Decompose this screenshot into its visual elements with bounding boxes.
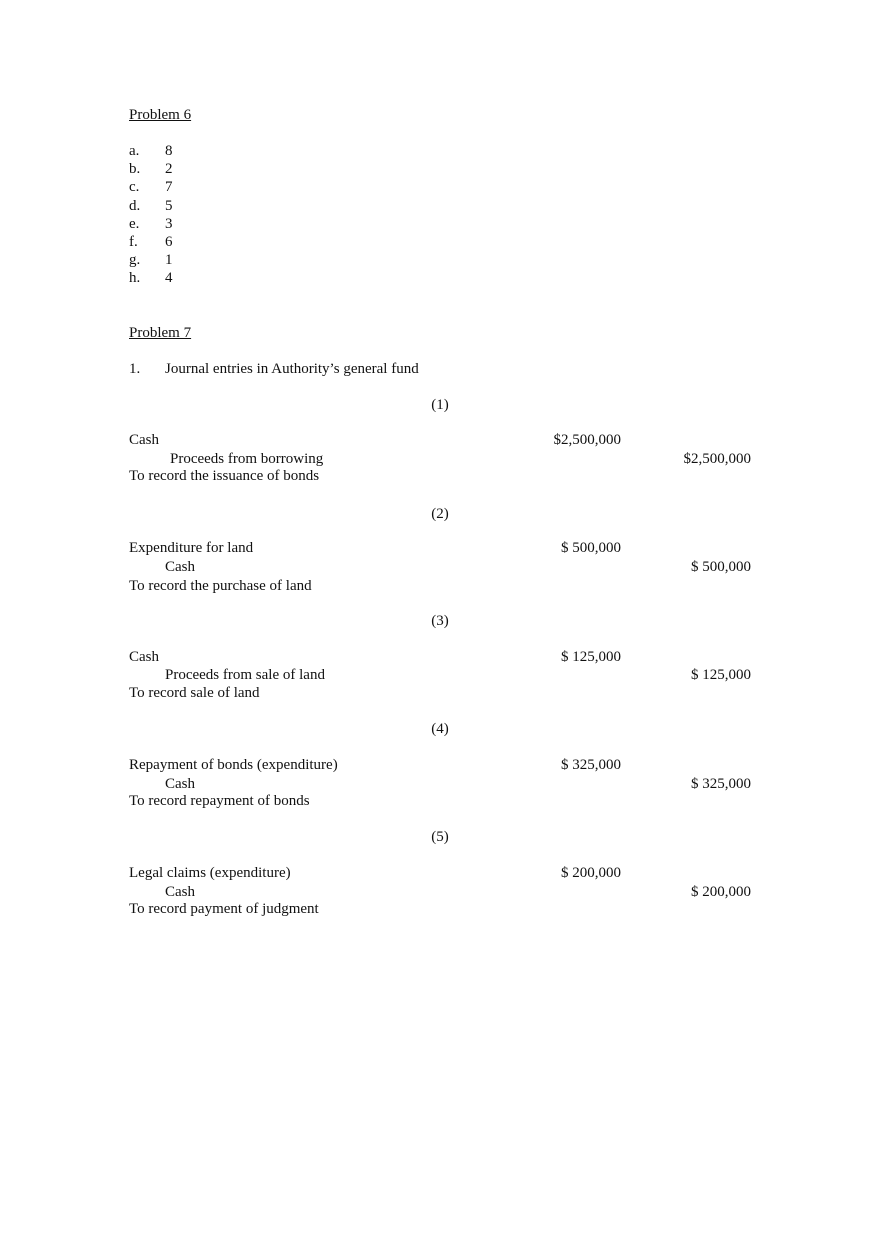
- answer-letter: g.: [129, 252, 141, 269]
- answer-value: 2: [165, 161, 173, 178]
- answer-value: 1: [165, 252, 173, 269]
- answer-letter: h.: [129, 270, 141, 287]
- debit-amount: $ 125,000: [561, 649, 621, 665]
- answer-value: 6: [165, 233, 173, 250]
- debit-account: Expenditure for land: [129, 540, 254, 556]
- entry-number: (2): [431, 506, 449, 522]
- answer-letter: a.: [129, 143, 140, 159]
- debit-amount: $ 325,000: [561, 757, 621, 773]
- credit-amount: $ 325,000: [691, 776, 751, 792]
- answer-row: [129, 251, 329, 269]
- answer-value: 3: [165, 215, 173, 232]
- credit-account: Cash: [165, 559, 195, 575]
- credit-account: Cash: [165, 776, 195, 792]
- entry-memo: To record the issuance of bonds: [129, 468, 320, 484]
- problem-6-answer-list: [129, 142, 329, 288]
- answer-row: [129, 269, 329, 287]
- answer-value: 8: [165, 143, 173, 159]
- answer-letter: e.: [129, 215, 140, 232]
- debit-amount: $2,500,000: [553, 432, 621, 448]
- entry-number: (5): [431, 829, 449, 845]
- credit-amount: $ 200,000: [691, 884, 751, 900]
- entry-number: (4): [431, 721, 449, 737]
- debit-account: Legal claims (expenditure): [129, 865, 291, 881]
- item-text: Journal entries in Authority’s general fund: [165, 361, 419, 377]
- debit-account: Cash: [129, 649, 159, 665]
- entry-memo: To record repayment of bonds: [129, 793, 310, 809]
- debit-amount: $ 500,000: [561, 540, 621, 556]
- entry-memo: To record the purchase of land: [129, 578, 312, 594]
- debit-amount: $ 200,000: [561, 865, 621, 881]
- debit-account: Repayment of bonds (expenditure): [129, 757, 338, 773]
- answer-row: [129, 160, 329, 178]
- answer-value: 7: [165, 179, 173, 196]
- answer-value: 5: [165, 197, 173, 214]
- answer-letter: d.: [129, 197, 141, 214]
- credit-account: Proceeds from borrowing: [170, 451, 324, 467]
- answer-row: [129, 142, 329, 160]
- credit-account: Cash: [165, 884, 195, 900]
- entry-number: (3): [431, 613, 449, 629]
- problem-6-heading: Problem 6: [129, 107, 192, 123]
- entry-memo: To record payment of judgment: [129, 901, 319, 917]
- answer-row: [129, 215, 329, 233]
- answer-letter: f.: [129, 233, 138, 250]
- credit-amount: $2,500,000: [683, 451, 751, 467]
- answer-letter: b.: [129, 161, 141, 178]
- entry-memo: To record sale of land: [129, 685, 260, 701]
- credit-account: Proceeds from sale of land: [165, 667, 325, 683]
- item-number: 1.: [129, 361, 141, 377]
- answer-value: 4: [165, 270, 173, 287]
- answer-row: [129, 233, 329, 251]
- answer-row: [129, 197, 329, 215]
- credit-amount: $ 125,000: [691, 667, 751, 683]
- problem-7-heading: Problem 7: [129, 325, 192, 341]
- answer-row: [129, 178, 329, 196]
- credit-amount: $ 500,000: [691, 559, 751, 575]
- entry-number: (1): [431, 397, 449, 413]
- answer-letter: c.: [129, 179, 140, 196]
- debit-account: Cash: [129, 432, 159, 448]
